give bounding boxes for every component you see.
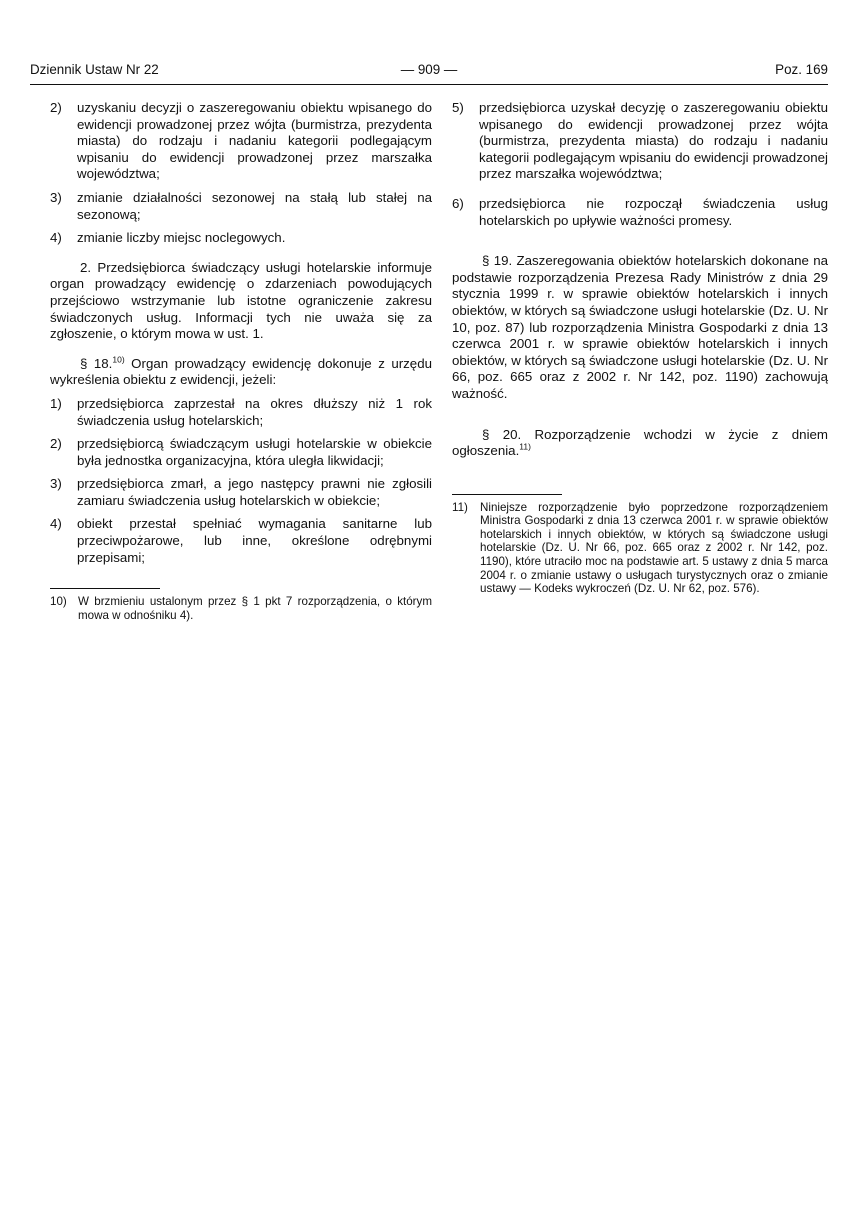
item-text: przedsiębiorca nie rozpoczął świadczenia usług hotelarskich po upływie ważności promesy.: [479, 195, 828, 228]
list-item: [452, 196, 828, 229]
right-column: [452, 100, 828, 596]
item-text: zmianie działalności sezonowej na stałą lub stałej na sezonową;: [77, 189, 432, 222]
footnote-text: Niniejsze rozporządzenie było poprzedzone rozporządzeniem Ministra Gospodarki z dnia 13 czerwca 2001 r. w sprawie obiektów hotelarskich i innych obiektów, w których są świadczone usługi hotelarskie (Dz. U. Nr 66, poz. 665 oraz z 2002 r. Nr 142, poz. 1190), które utraciło moc na podstawie art. 5 ustawy z dnia 5 marca 2004 r. o zmianie ustawy o usługach turystycznych oraz o zmianie ustawy — Kodeks wykroczeń (Dz. U. Nr 62, poz. 576).: [480, 500, 828, 596]
list-item: [452, 100, 828, 183]
paragraph-20-text: § 20. Rozporządzenie wchodzi w życie z dniem ogłoszenia.: [452, 426, 828, 459]
item-text: przedsiębiorca zaprzestał na okres dłuższy niż 1 rok świadczenia usług hotelarskich;: [77, 395, 432, 428]
paragraph-18-text: Organ prowadzący ewidencję dokonuje z urzędu wykreślenia obiektu z ewidencji, jeżeli:: [50, 355, 432, 388]
paragraph-2: 2. Przedsiębiorca świadczący usługi hotelarskie informuje organ prowadzący ewidencję o zdarzeniach powodujących przejściowo wstrzymanie lub istotne ograniczenie zakresu świadczonych usług. Informacji tych nie uważa się za zgłoszenie, o którym mowa w ust. 1.: [50, 259, 432, 342]
item-number: 3): [50, 476, 62, 492]
left-column: [50, 100, 432, 622]
journal-title: Dziennik Ustaw Nr 22: [30, 62, 159, 77]
item-number: 4): [50, 230, 62, 246]
list-item: [50, 190, 432, 223]
item-number: 2): [50, 100, 62, 115]
item-number: 5): [452, 100, 464, 115]
item-text: przedsiębiorcą świadczącym usługi hotelarskie w obiekcie była jednostka organizacyjna, która uległa likwidacji;: [77, 436, 432, 468]
footnote-number: 10): [50, 595, 67, 609]
footnote-number: 11): [452, 500, 468, 514]
list-item: [50, 396, 432, 429]
list-item: [50, 476, 432, 509]
item-number: 6): [452, 195, 464, 211]
paragraph-18: [50, 356, 432, 389]
list-item: [50, 230, 432, 247]
footnote-ref-11: 11): [519, 441, 531, 452]
page-number: — 909 —: [400, 62, 458, 77]
item-text: uzyskaniu decyzji o zaszeregowaniu obiektu wpisanego do ewidencji prowadzonej przez wójta (burmistrza, prezydenta miasta) do rodzaju i nadaniu kategorii podlegającym wpisaniu do ewidencji prowadzonej przez marszałka województwa;: [77, 100, 432, 182]
item-text: przedsiębiorca zmarł, a jego następcy prawni nie zgłosili zamiaru świadczenia usług hotelarskich w obiekcie;: [77, 476, 432, 508]
item-text: zmianie liczby miejsc noclegowych.: [77, 230, 286, 246]
list-item: [50, 436, 432, 469]
list-item: [50, 516, 432, 566]
item-text: obiekt przestał spełniać wymagania sanitarne lub przeciwpożarowe, lub inne, określone odrębnymi przepisami;: [77, 516, 432, 565]
item-number: 4): [50, 516, 62, 532]
item-number: 2): [50, 436, 62, 452]
position-number: Poz. 169: [775, 62, 828, 77]
item-number: 1): [50, 395, 62, 411]
footnote-ref-10: 10): [112, 354, 125, 365]
paragraph-20: [452, 427, 828, 460]
footnote-divider: [50, 588, 160, 589]
item-number: 3): [50, 189, 62, 205]
footnote-10: [50, 595, 432, 622]
footnote-divider: [452, 494, 562, 495]
footnote-text: W brzmieniu ustalonym przez § 1 pkt 7 rozporządzenia, o którym mowa w odnośniku 4).: [78, 595, 432, 622]
paragraph-19: § 19. Zaszeregowania obiektów hotelarskich dokonane na podstawie rozporządzenia Prezesa Rady Ministrów z dnia 29 stycznia 1999 r. w sprawie obiektów hotelarskich i innych obiektów, w których są świadczone usługi hotelarskie (Dz. U. Nr 10, poz. 87) lub rozporządzenia Ministra Gospodarki z dnia 13 czerwca 2001 r. w sprawie obiektów hotelarskich i innych obiektów, w których są świadczone usługi hotelarskie (Dz. U. Nr 66, poz. 665 oraz z 2002 r. Nr 142, poz. 1190) zachowują ważność.: [452, 253, 828, 401]
paragraph-18-prefix: § 18.: [80, 355, 113, 371]
item-text: przedsiębiorca uzyskał decyzję o zaszeregowaniu obiektu wpisanego do ewidencji prowadzonej przez wójta (burmistrza, prezydenta miasta) do rodzaju i nadaniu kategorii podlegającym wpisaniu do ewidencji prowadzonej przez marszałka województwa;: [479, 100, 828, 182]
page-header: [30, 62, 828, 85]
list-item: [50, 100, 432, 183]
footnote-11: [452, 501, 828, 596]
